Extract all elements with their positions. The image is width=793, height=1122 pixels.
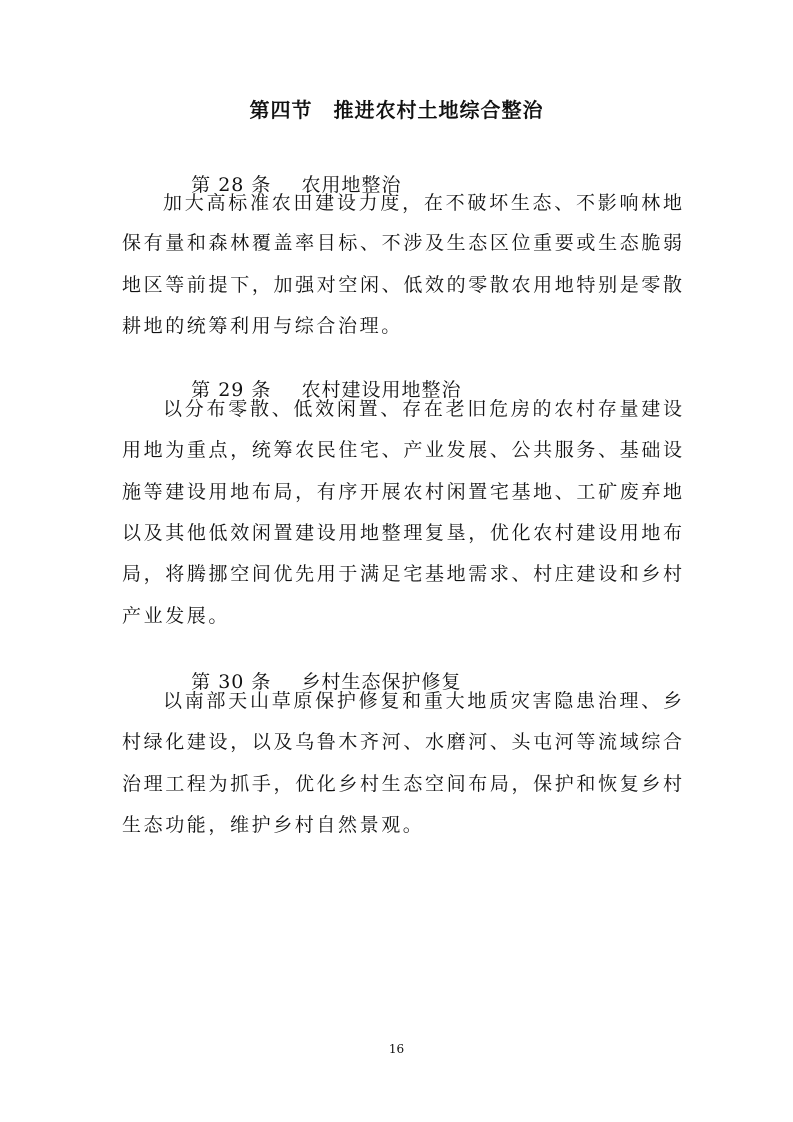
paragraph-line: 保有量和森林覆盖率目标、不涉及生态区位重要或生态脆弱 xyxy=(122,232,682,254)
paragraph-line: 村绿化建设，以及乌鲁木齐河、水磨河、头屯河等流域综合 xyxy=(122,731,682,753)
paragraph-line: 以分布零散、低效闲置、存在老旧危房的农村存量建设 xyxy=(163,398,682,420)
paragraph-line: 施等建设用地布局，有序开展农村闲置宅基地、工矿废弃地 xyxy=(122,481,682,503)
paragraph-line: 耕地的统筹利用与综合治理。 xyxy=(122,315,403,337)
article-number: 第 28 条 xyxy=(191,174,272,196)
paragraph-line: 治理工程为抓手，优化乡村生态空间布局，保护和恢复乡村 xyxy=(122,773,682,795)
paragraph-line: 用地为重点，统筹农民住宅、产业发展、公共服务、基础设 xyxy=(122,439,682,461)
paragraph-line: 产业发展。 xyxy=(122,605,231,627)
paragraph-line: 生态功能，维护乡村自然景观。 xyxy=(122,814,425,836)
page-number: 16 xyxy=(388,1042,405,1056)
article-name: 农用地整治 xyxy=(301,174,402,196)
article-number: 第 29 条 xyxy=(191,379,272,401)
article-name: 农村建设用地整治 xyxy=(301,379,462,401)
paragraph-line: 加大高标准农田建设力度，在不破坏生态、不影响林地 xyxy=(163,192,682,214)
paragraph-line: 地区等前提下，加强对空闲、低效的零散农用地特别是零散 xyxy=(122,274,682,296)
section-title: 第四节 推进农村土地综合整治 xyxy=(249,98,544,122)
paragraph-line: 局，将腾挪空间优先用于满足宅基地需求、村庄建设和乡村 xyxy=(122,563,682,585)
paragraph-line: 以南部天山草原保护修复和重大地质灾害隐患治理、乡 xyxy=(163,690,682,712)
paragraph-line: 以及其他低效闲置建设用地整理复垦，优化农村建设用地布 xyxy=(122,522,682,544)
article-number: 第 30 条 xyxy=(191,671,272,693)
article-name: 乡村生态保护修复 xyxy=(301,671,462,693)
